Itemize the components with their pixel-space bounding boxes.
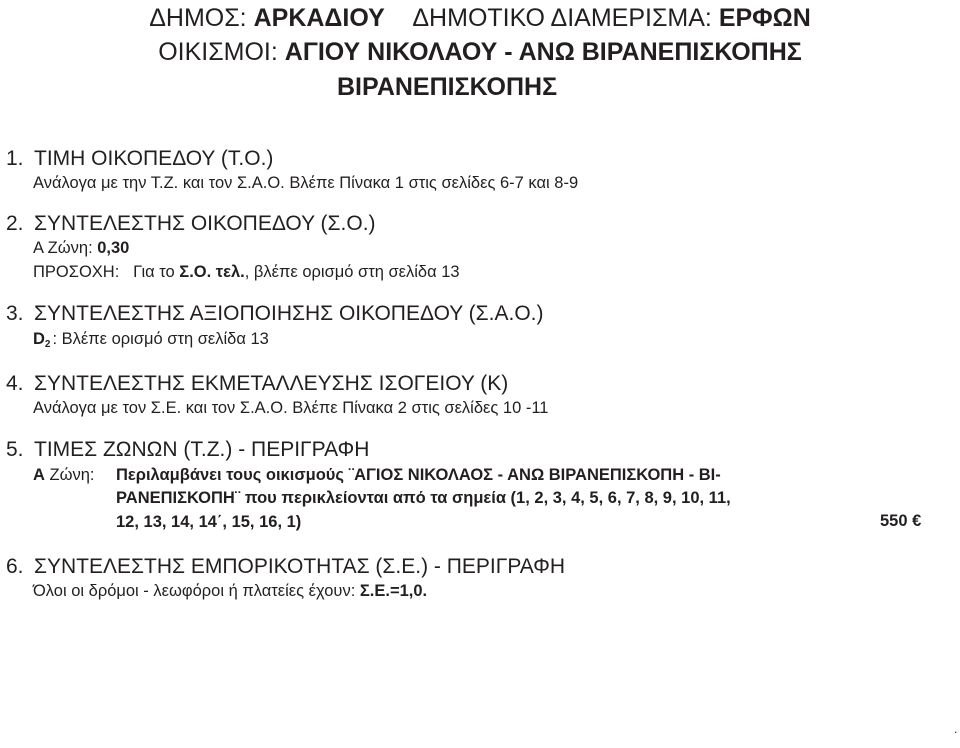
zone-value: 0,30 — [97, 239, 130, 257]
section-title: ΤΙΜΗ ΟΙΚΟΠΕΔΟΥ (Τ.Ο.) — [34, 147, 274, 170]
section-number: 6. — [6, 555, 24, 578]
section-5-zone-label — [33, 465, 95, 485]
note-bold: Σ.Ο. τελ. — [179, 263, 245, 281]
zone-label: Α Ζώνη: — [33, 239, 93, 257]
section-title: ΣΥΝΤΕΛΕΣΤΗΣ ΟΙΚΟΠΕΔΟΥ (Σ.Ο.) — [34, 212, 376, 235]
section-3-title — [6, 302, 544, 326]
section-title: ΣΥΝΤΕΛΕΣΤΗΣ ΕΚΜΕΤΑΛΛΕΥΣΗΣ ΙΣΟΓΕΙΟΥ (Κ) — [34, 372, 509, 395]
municipality-value: ΑΡΚΑΔΙΟΥ — [253, 4, 385, 32]
zone-price: 550 € — [880, 512, 922, 530]
zone-description-line-3: 12, 13, 14, 14΄, 15, 16, 1) — [116, 513, 302, 531]
section-title: ΤΙΜΕΣ ΖΩΝΩΝ (Τ.Ζ.) - ΠΕΡΙΓΡΑΦΗ — [34, 438, 370, 461]
section-6-text — [33, 581, 427, 601]
corner-mark: . — [954, 722, 958, 736]
section-1-title — [6, 147, 273, 171]
section-title: ΣΥΝΤΕΛΕΣΤΗΣ ΕΜΠΟΡΙΚΟΤΗΤΑΣ (Σ.Ε.) - ΠΕΡΙΓΡΑΦΗ — [34, 555, 566, 578]
section-2-note-line — [33, 262, 460, 282]
section-4-text: Ανάλογα με τον Σ.Ε. και τον Σ.Α.Ο. Βλέπε Πίνακα 2 στις σελίδες 10 -11 — [33, 399, 549, 417]
note-text-2: , βλέπε ορισμό στη σελίδα 13 — [244, 263, 460, 281]
commerciality-value: Σ.Ε.=1,0. — [359, 582, 428, 600]
settlements-label: ΟΙΚΙΣΜΟΙ: — [158, 38, 278, 66]
note-label: ΠΡΟΣΟΧΗ: — [33, 263, 120, 281]
header-settlements-line — [0, 37, 960, 67]
section-number: 1. — [6, 147, 24, 170]
section-2-zone-line — [33, 238, 129, 258]
district-value: ΕΡΦΩΝ — [718, 4, 811, 32]
section-1-text: Ανάλογα με την Τ.Ζ. και τον Σ.Α.Ο. Βλέπε Πίνακα 1 στις σελίδες 6-7 και 8-9 — [33, 174, 579, 192]
section-number: 5. — [6, 438, 24, 461]
zone-description-line-2: ΡΑΝΕΠΙΣΚΟΠΗ¨ που περικλείονται από τα σημεία (1, 2, 3, 4, 5, 6, 7, 8, 9, 10, 11, — [116, 489, 731, 507]
section-5-title — [6, 438, 369, 462]
settlements-value-2: ΒΙΡΑΝΕΠΙΣΚΟΠΗΣ — [337, 73, 558, 101]
section-number: 3. — [6, 302, 24, 325]
settlements-value: ΑΓΙΟΥ ΝΙΚΟΛΑΟΥ - ΑΝΩ ΒΙΡΑΝΕΠΙΣΚΟΠΗΣ — [284, 38, 802, 66]
section-2-title — [6, 212, 376, 236]
header-municipality-line — [0, 3, 960, 33]
d-subscript: 2 — [44, 339, 51, 350]
d-text: : Βλέπε ορισμό στη σελίδα 13 — [52, 330, 269, 348]
note-text: Για το — [133, 263, 175, 281]
municipality-label: ΔΗΜΟΣ: — [149, 4, 247, 32]
zone-label: Ζώνη: — [49, 466, 95, 484]
commerciality-text: Όλοι οι δρόμοι - λεωφόροι ή πλατείες έχουν: — [33, 582, 356, 600]
section-4-title — [6, 372, 508, 396]
section-title: ΣΥΝΤΕΛΕΣΤΗΣ ΑΞΙΟΠΟΙΗΣΗΣ ΟΙΚΟΠΕΔΟΥ (Σ.Α.Ο.) — [34, 302, 544, 325]
d-letter: D — [33, 330, 45, 348]
section-number: 2. — [6, 212, 24, 235]
section-6-title — [6, 555, 565, 579]
section-3-text — [33, 329, 269, 355]
zone-description-line-1: Περιλαμβάνει τους οικισμούς ¨ΑΓΙΟΣ ΝΙΚΟΛΑΟΣ - ΑΝΩ ΒΙΡΑΝΕΠΙΣΚΟΠΗ - ΒΙ- — [116, 466, 721, 484]
zone-letter: Α — [33, 466, 45, 484]
district-label: ΔΗΜΟΤΙΚΟ ΔΙΑΜΕΡΙΣΜΑ: — [412, 4, 712, 32]
section-number: 4. — [6, 372, 24, 395]
